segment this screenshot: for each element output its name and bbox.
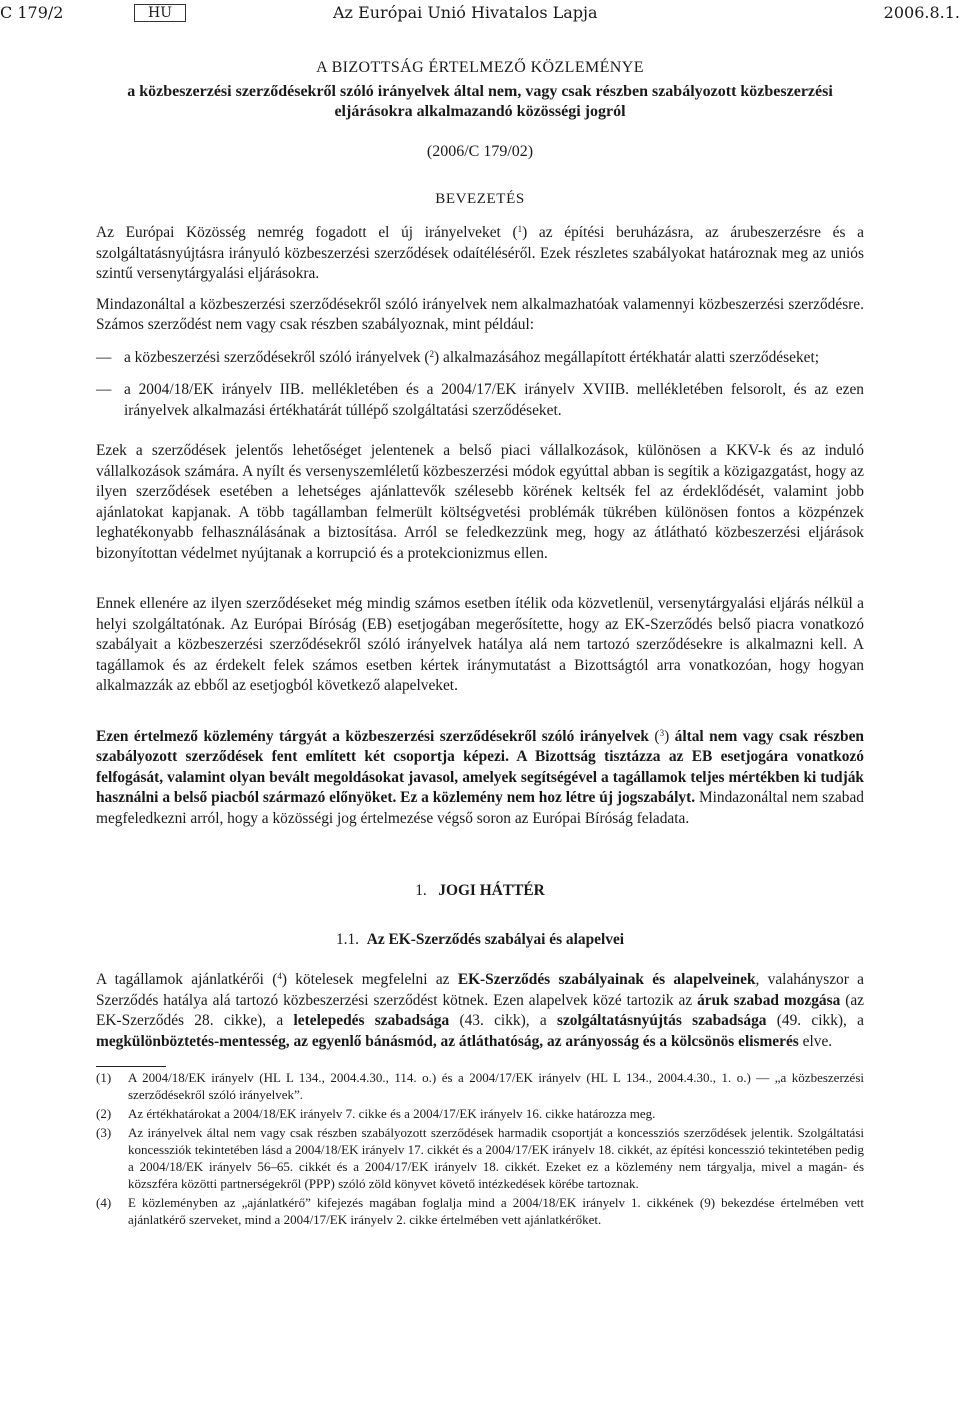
- footnote-divider: [96, 1066, 166, 1067]
- footnote-3: (3) Az irányelvek által nem vagy csak részben szabályozott szerződések harmadik csoportját a koncessziós szerződések jelentik. Szolgáltatási koncessziók tekintetében lásd a 2004/18/EK irányelv 17. cikkét és a 2004/17/EK irányelv 18. cikkét, az építési koncesszió tekintetében pedig a 2004/18/EK irányelv 56–65. cikkét és a 2004/17/EK irányelv 18. cikkét. Ezeket ez a közlemény nem tárgyalja, mivel a magán- és közszféra közötti partnerségekről (PPP) szóló zöld könyvet követő intézkedések körébe tartoznak.: [96, 1125, 864, 1191]
- paragraph-2: Mindazonáltal a közbeszerzési szerződésekről szóló irányelvek nem alkalmazhatóak valamennyi közbeszerzési szerződésre. Számos szerződést nem vagy csak részben szabályoznak, mint például:: [96, 295, 864, 333]
- page-header: [0, 0, 960, 30]
- intro-heading: BEVEZETÉS: [435, 190, 525, 207]
- list-dash: —: [96, 381, 112, 398]
- paragraph-3: Ezek a szerződések jelentős lehetőséget jelentenek a belső piaci vállalkozások, különösen a KKV-k és az induló vállalkozások számára. A nyílt és versenyszemléletű közbeszerzési módok egyúttal abban is segítik a közigazgatást, hogy az ilyen szerződések esetében a lehetséges ajánlattevők szélesebb körének keltsék fel az érdeklődését, valamint jobb ajánlatokat kapjanak. A több tagállamban felmerült költségvetési problémák tükrében különösen fontos a közpénzek leghatékonyabb felhasználásának a biztosítása. Arról se feledkezzünk meg, hogy az átlátható közbeszerzési eljárások bizonyítottan védelmet nyújtanak a korrupció és a protekcionizmus ellen.: [96, 442, 864, 562]
- paragraph-1: Az Európai Közösség nemrég fogadott el új irányelveket ($^1$) az építési beruházásra, az árubeszerzésre és a szolgáltatásnyújtásra irányuló közbeszerzési szerződések odaítéléséről. Ezek részletes szabályokat határoznak meg az uniós szintű versenytárgyalási eljárásokra.: [96, 224, 864, 282]
- page-reference: C 179/2: [0, 3, 64, 22]
- subsection-heading-1-1: 1.1. Az EK-Szerződés szabályai és alapelvei: [335, 930, 625, 948]
- document-reference: (2006/C 179/02): [426, 143, 534, 160]
- document-body: [96, 58, 864, 1228]
- publication-date: 2006.8.1.: [883, 3, 960, 22]
- paragraph-4: Ennek ellenére az ilyen szerződéseket még mindig számos esetben ítélik oda közvetlenül, versenytárgyalási eljárás nélkül a helyi szolgáltatónak. Az Európai Bíróság (EB) esetjogában megerősítette, hogy az EK-Szerződés belső piacra vonatkozó szabályait a közbeszerzési szerződésekről szóló irányelvek hatálya alá nem tartozó szerződésekre is alkalmazni kell. A tagállamok és az érdekelt felek számos esetben kértek iránymutatást a Bizottságtól arra vonatkozóan, hogy hogyan alkalmazzák az ebből az esetjogból következő alapelveket.: [96, 595, 864, 694]
- list-item: — a 2004/18/EK irányelv IIB. mellékletében és a 2004/17/EK irányelv XVIIB. mellékletében felsorolt, és az ezen irányelvek alkalmazási értékhatárát túllépő szolgáltatási szerződéseket.: [96, 381, 864, 419]
- footnote-2: (2) Az értékhatárokat a 2004/18/EK irányelv 7. cikke és a 2004/17/EK irányelv 16. cikke határozza meg.: [96, 1106, 656, 1121]
- paragraph-6: A tagállamok ajánlatkérői ($^4$) kötelesek megfelelni az EK-Szerződés szabályainak és alapelveinek, valahányszor a Szerződés hatálya alá tartozó közbeszerzési szerződést kötnek. Ezen alapelvek közé tartozik az áruk szabad mozgása (az EK-Szerződés 28. cikke), a letelepedés szabadsága (43. cikk), a szolgáltatásnyújtás szabadsága (49. cikk), a megkülönböztetés-mentesség, az egyenlő bánásmód, az átláthatóság, az arányosság és a kölcsönös elismerés elve.: [96, 971, 865, 1050]
- document-title: A BIZOTTSÁG ÉRTELMEZŐ KÖZLEMÉNYE: [316, 59, 644, 76]
- footnote-1: (1) A 2004/18/EK irányelv (HL L 134., 2004.4.30., 114. o.) és a 2004/17/EK irányelv (HL L 134., 2004.4.30., 1. o.) — „a közbeszerzési szerződésekről szóló irányelvek”.: [96, 1070, 864, 1102]
- language-badge: HU: [134, 4, 186, 22]
- list-dash: —: [96, 348, 112, 366]
- footnote-4: (4) E közleményben az „ajánlatkérő” kifejezés magában foglalja mind a 2004/18/EK irányelv 1. cikkének (9) bekezdése értelmében vett ajánlatkérő szerveket, mind a 2004/17/EK irányelv 2. cikke értelmében vett ajánlatkérőket.: [96, 1195, 864, 1227]
- document-subtitle: a közbeszerzési szerződésekről szóló irányelvek által nem, vagy csak részben szabályozott közbeszerzési eljárásokra alkalmazandó közösségi jogról: [127, 83, 833, 120]
- footnote-ref[interactable]: 4: [277, 971, 282, 981]
- paragraph-5: Ezen értelmező közlemény tárgyát a közbeszerzési szerződésekről szóló irányelvek ($^3$) által nem vagy csak részben szabályozott szerződések fent említett két csoportja képezi. A Bizottság tisztázza az EB esetjogára vonatkozó felfogását, valamint olyan bevált megoldásokat javasol, amelyek segítségével a tagállamok teljes mértékben ki tudják használni a belső piacból származó előnyöket. Ez a közlemény nem hoz létre új jogszabályt. Mindazonáltal nem szabad megfeledkezni arról, hogy a közösségi jog értelmezése végső soron az Európai Bíróság feladata.: [96, 727, 864, 827]
- footnote-ref[interactable]: 3: [659, 727, 665, 738]
- list-item: — a közbeszerzési szerződésekről szóló irányelvek ($^2$) alkalmazásához megállapított értékhatár alatti szerződéseket;: [96, 348, 864, 369]
- footnote-ref[interactable]: 1: [517, 224, 523, 234]
- journal-title: Az Európai Unió Hivatalos Lapja: [333, 3, 598, 22]
- section-heading-1: 1. JOGI HÁTTÉR: [415, 882, 545, 899]
- footnote-ref[interactable]: 2: [429, 348, 435, 359]
